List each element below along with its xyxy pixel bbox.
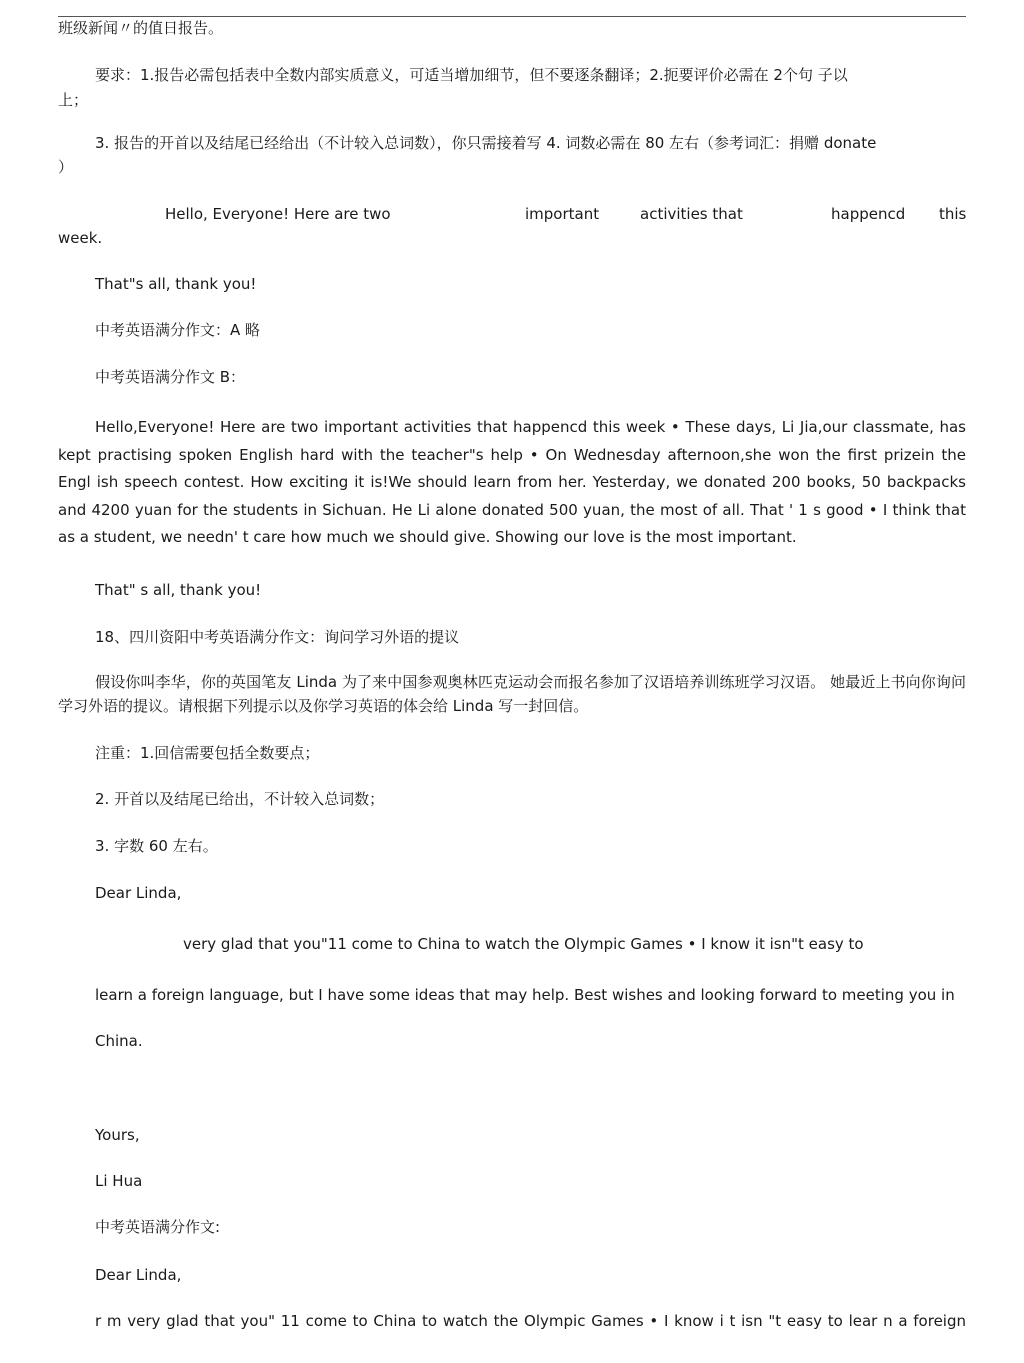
line-requirements-3-cont: ）: [58, 158, 74, 176]
line-report-title: 班级新闻〃的值日报告。: [58, 19, 224, 37]
essay-b-text: Hello,Everyone! Here are two important activities that happencd this week • These days, Li Jia,our classmate, has kept practising spoken English hard with the teacher"s help • On Wednesday afternoon,she won the first prizein the Engl ish speech contest. How exciting it is!We should learn from her. Yesterday, we donated 200 books, 50 backpacks and 4200 yuan for the students in Sichuan. He Li alone donated 500 yuan, the most of all. That ' 1 s good • I think that as a student, we needn' t care how much we should give. Showing our love is the most important.: [58, 418, 966, 546]
note-1: 注重：1.回信需要包括全数要点；: [95, 744, 320, 762]
model-line-1: r m very glad that you" 11 come to China to watch the Olympic Games • I know i t isn "t easy to lear n a foreign: [95, 1312, 966, 1330]
opening-part-1: Hello, Everyone! Here are two: [165, 205, 391, 223]
opening-part-5: this: [939, 205, 967, 223]
task-text: 假设你叫李华，你的英国笔友 Linda 为了来中国参观奥林匹克运动会而报名参加了汉语培养训练班学习汉语。 她最近上书向你询问学习外语的提议。请根据下列提示以及你学习英语的体会给 Linda 写一封回信。: [58, 673, 966, 715]
top-rule: [58, 16, 966, 17]
line-requirements-1: 要求：1.报告必需包括表中全数内部实质意义，可适当增加细节，但不要逐条翻译；2.扼要评价必需在 2个句 子以: [95, 66, 848, 84]
opening-cont: week.: [58, 229, 103, 247]
heading-essay-a: 中考英语满分作文：A 略: [95, 321, 261, 339]
note-3: 3. 字数 60 左右。: [95, 837, 218, 855]
heading-essay-b: 中考英语满分作文 B：: [95, 368, 246, 386]
opening-part-4: happencd: [831, 205, 906, 223]
letter-line-2: learn a foreign language, but I have some ideas that may help. Best wishes and looking forward to meeting you in: [95, 986, 955, 1004]
closing-line: That"s all, thank you!: [95, 275, 257, 293]
letter-line-1: very glad that you"11 come to China to watch the Olympic Games • I know it isn"t easy to: [183, 935, 864, 953]
line-requirements-3: 3. 报告的开首以及结尾已经给出（不计较入总词数），你只需接着写 4. 词数必需在 80 左右（参考词汇：捐赠 donate: [95, 134, 877, 152]
letter-salutation: Dear Linda,: [95, 884, 182, 902]
letter-signoff: Yours,: [95, 1126, 140, 1144]
note-2: 2. 开首以及结尾已给出，不计较入总词数；: [95, 790, 385, 808]
opening-part-2: important: [525, 205, 600, 223]
heading-model-essay: 中考英语满分作文:: [95, 1218, 221, 1236]
section-18-title: 18、四川资阳中考英语满分作文：询问学习外语的提议: [95, 628, 460, 646]
essay-b-paragraph: [58, 414, 966, 552]
model-salutation: Dear Linda,: [95, 1266, 182, 1284]
task-paragraph: [58, 670, 966, 718]
opening-part-3: activities that: [640, 205, 743, 223]
letter-line-3: China.: [95, 1032, 143, 1050]
letter-signature: Li Hua: [95, 1172, 143, 1190]
essay-b-closing: That" s all, thank you!: [95, 581, 262, 599]
line-requirements-1-cont: 上；: [58, 91, 89, 109]
